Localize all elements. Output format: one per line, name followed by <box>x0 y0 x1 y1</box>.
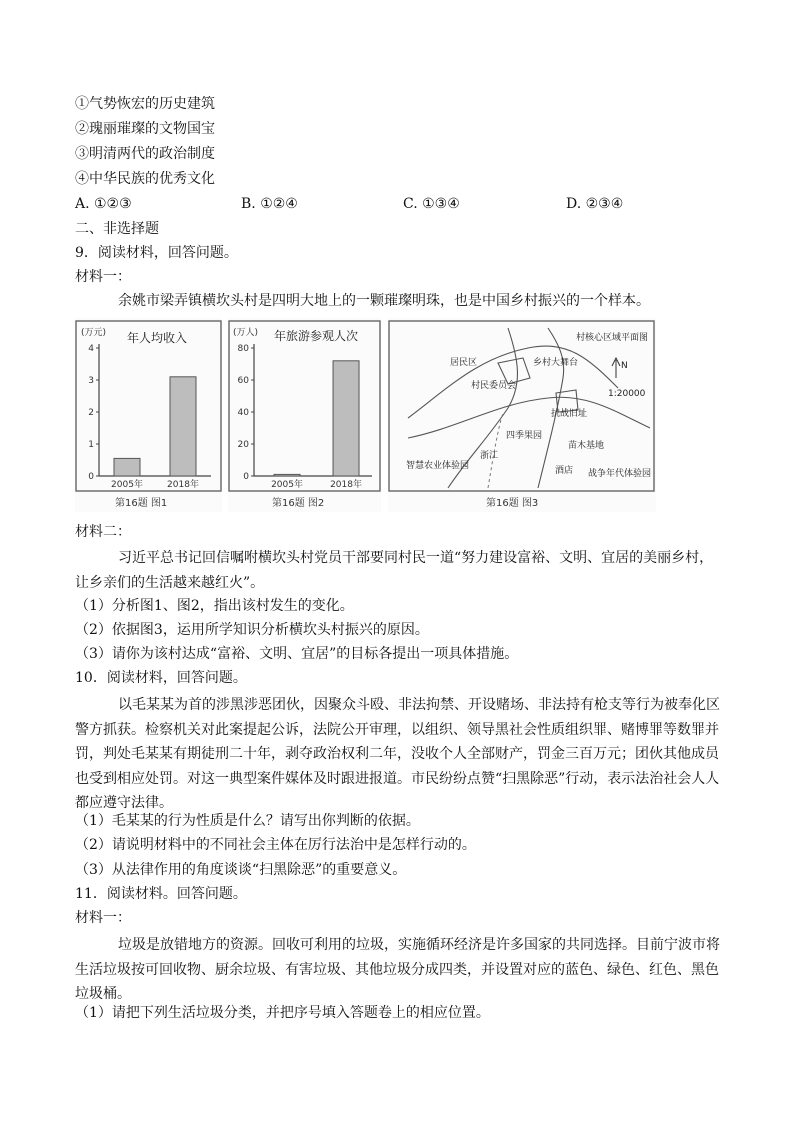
figure-2 <box>228 318 381 512</box>
figure-1-plot <box>88 344 211 490</box>
q9-sub1: （1）分析图1、图2，指出该村发生的变化。 <box>75 598 354 614</box>
figure-3-caption: 第16题 图3 <box>486 498 539 509</box>
q10-sub3: （3）从法律作用的角度谈谈“扫黑除恶”的重要意义。 <box>75 862 407 878</box>
map-label-stream: 浙江 <box>480 451 499 461</box>
q11-material1-label: 材料一： <box>75 910 131 926</box>
map-label-war-site: 战争年代体验园 <box>588 469 652 479</box>
q11-text: 垃圾是放错地方的资源。回收可利用的垃圾，实施循环经济是许多国家的共同选择。目前宁波市将生活垃圾按可回收物、厨余垃圾、有害垃圾、其他垃圾分成四类，并设置对应的蓝色、绿色、红色、黑色垃圾桶。 <box>75 937 720 1002</box>
figure-3-map <box>388 318 656 512</box>
q10-title: 10．阅读材料，回答问题。 <box>75 670 247 686</box>
map-label-village-committee: 村民委员会 <box>471 381 517 391</box>
choice-c: C. ①③④ <box>403 196 460 212</box>
map-label-plaza: 四季果园 <box>506 431 543 441</box>
option-statement-3: ③明清两代的政治制度 <box>75 146 215 162</box>
figure-2-plot <box>238 344 372 490</box>
figure-2-caption: 第16题 图2 <box>272 498 325 509</box>
q9-material2-label: 材料二： <box>75 524 131 540</box>
bar-2018年 <box>170 377 196 476</box>
map-north-label: N <box>621 361 628 371</box>
y-tick-label: 0 <box>88 472 94 482</box>
choice-a: A. ①②③ <box>75 196 132 212</box>
map-scale: 1:20000 <box>608 389 646 399</box>
x-tick-label: 2018年 <box>167 480 199 490</box>
bar-2018年 <box>333 361 359 476</box>
q9-material1-label: 材料一： <box>75 269 131 285</box>
q10-sub1: （1）毛某某的行为性质是什么？请写出你判断的依据。 <box>75 813 420 829</box>
bar-2005年 <box>274 474 300 476</box>
y-tick-label: 1 <box>88 440 94 450</box>
choice-d: D. ②③④ <box>566 196 624 212</box>
map-label-heritage: 抗战旧址 <box>551 409 588 419</box>
y-tick-label: 20 <box>237 440 249 450</box>
figure-2-title: 年旅游参观人次 <box>274 329 359 343</box>
figure-2-unit: (万人) <box>233 328 259 338</box>
x-tick-label: 2005年 <box>271 480 303 490</box>
map-label-residential: 居民区 <box>450 358 478 368</box>
choice-b: B. ①②④ <box>241 196 298 212</box>
map-label-smart-farm: 智慧农业体验园 <box>406 461 470 471</box>
q11-title: 11．阅读材料。回答问题。 <box>75 886 247 902</box>
figure-2-chart <box>228 318 381 512</box>
figure-1-unit: (万元) <box>81 328 107 338</box>
q9-sub2: （2）依据图3，运用所学知识分析横坎头村振兴的原因。 <box>75 622 429 638</box>
map-label-nursery: 苗木基地 <box>568 441 605 451</box>
figure-1-frame <box>76 321 221 491</box>
figure-1 <box>75 318 222 512</box>
q10-sub2: （2）请说明材料中的不同社会主体在厉行法治中是怎样行动的。 <box>75 837 476 853</box>
y-tick-label: 4 <box>88 344 94 354</box>
figure-1-title: 年人均收入 <box>127 331 188 345</box>
figure-3 <box>388 318 656 512</box>
option-statement-2: ②瑰丽璀璨的文物国宝 <box>75 121 215 137</box>
map-road-east <box>538 328 564 488</box>
y-tick-label: 40 <box>237 408 249 418</box>
figure-1-chart <box>75 318 222 512</box>
figure-1-caption: 第16题 图1 <box>115 498 168 509</box>
q9-material1-text: 余姚市梁弄镇横坎头村是四明大地上的一颗璀璨明珠，也是中国乡村振兴的一个样本。 <box>118 293 650 309</box>
q9-sub3: （3）请你为该村达成“富裕、文明、宜居”的目标各提出一项具体措施。 <box>75 646 519 662</box>
y-tick-label: 3 <box>88 376 94 386</box>
map-label-hotel: 酒店 <box>555 466 574 476</box>
q11-sub1: （1）请把下列生活垃圾分类，并把序号填入答题卷上的相应位置。 <box>75 1005 490 1021</box>
y-tick-label: 60 <box>237 376 249 386</box>
x-tick-label: 2005年 <box>111 480 143 490</box>
y-tick-label: 2 <box>88 408 94 418</box>
option-statement-4: ④中华民族的优秀文化 <box>75 171 215 187</box>
map-title: 村核心区域平面图 <box>576 333 649 343</box>
y-tick-label: 0 <box>243 472 249 482</box>
q9-material2-text: 习近平总书记回信嘱咐横坎头村党员干部要同村民一道“努力建设富裕、文明、宜居的美丽乡村，让乡亲们的生活越来越红火”。 <box>75 550 714 591</box>
section-heading: 二、非选择题 <box>75 221 159 237</box>
q9-title: 9．阅读材料，回答问题。 <box>75 245 238 261</box>
map-label-village-hall: 乡村大舞台 <box>533 358 579 368</box>
y-tick-label: 80 <box>237 344 249 354</box>
option-statement-1: ①气势恢宏的历史建筑 <box>75 96 215 112</box>
bar-2005年 <box>114 458 140 476</box>
x-tick-label: 2018年 <box>330 480 362 490</box>
q10-text: 以毛某某为首的涉黑涉恶团伙，因聚众斗殴、非法拘禁、开设赌场、非法持有枪支等行为被奉化区警方抓获。检察机关对此案提起公诉，法院公开审理，以组织、领导黑社会性质组织罪、赌博罪等数罪并罚，判处毛某某有期徒刑二十年，剥夺政治权利二年，没收个人全部财产，罚金三百万元；团伙其他成员也受到相应处罚。对这一典型案件媒体及时跟进报道。市民纷纷点赞“扫黑除恶”行动，表示法治社会人人都应遵守法律。 <box>75 697 720 811</box>
